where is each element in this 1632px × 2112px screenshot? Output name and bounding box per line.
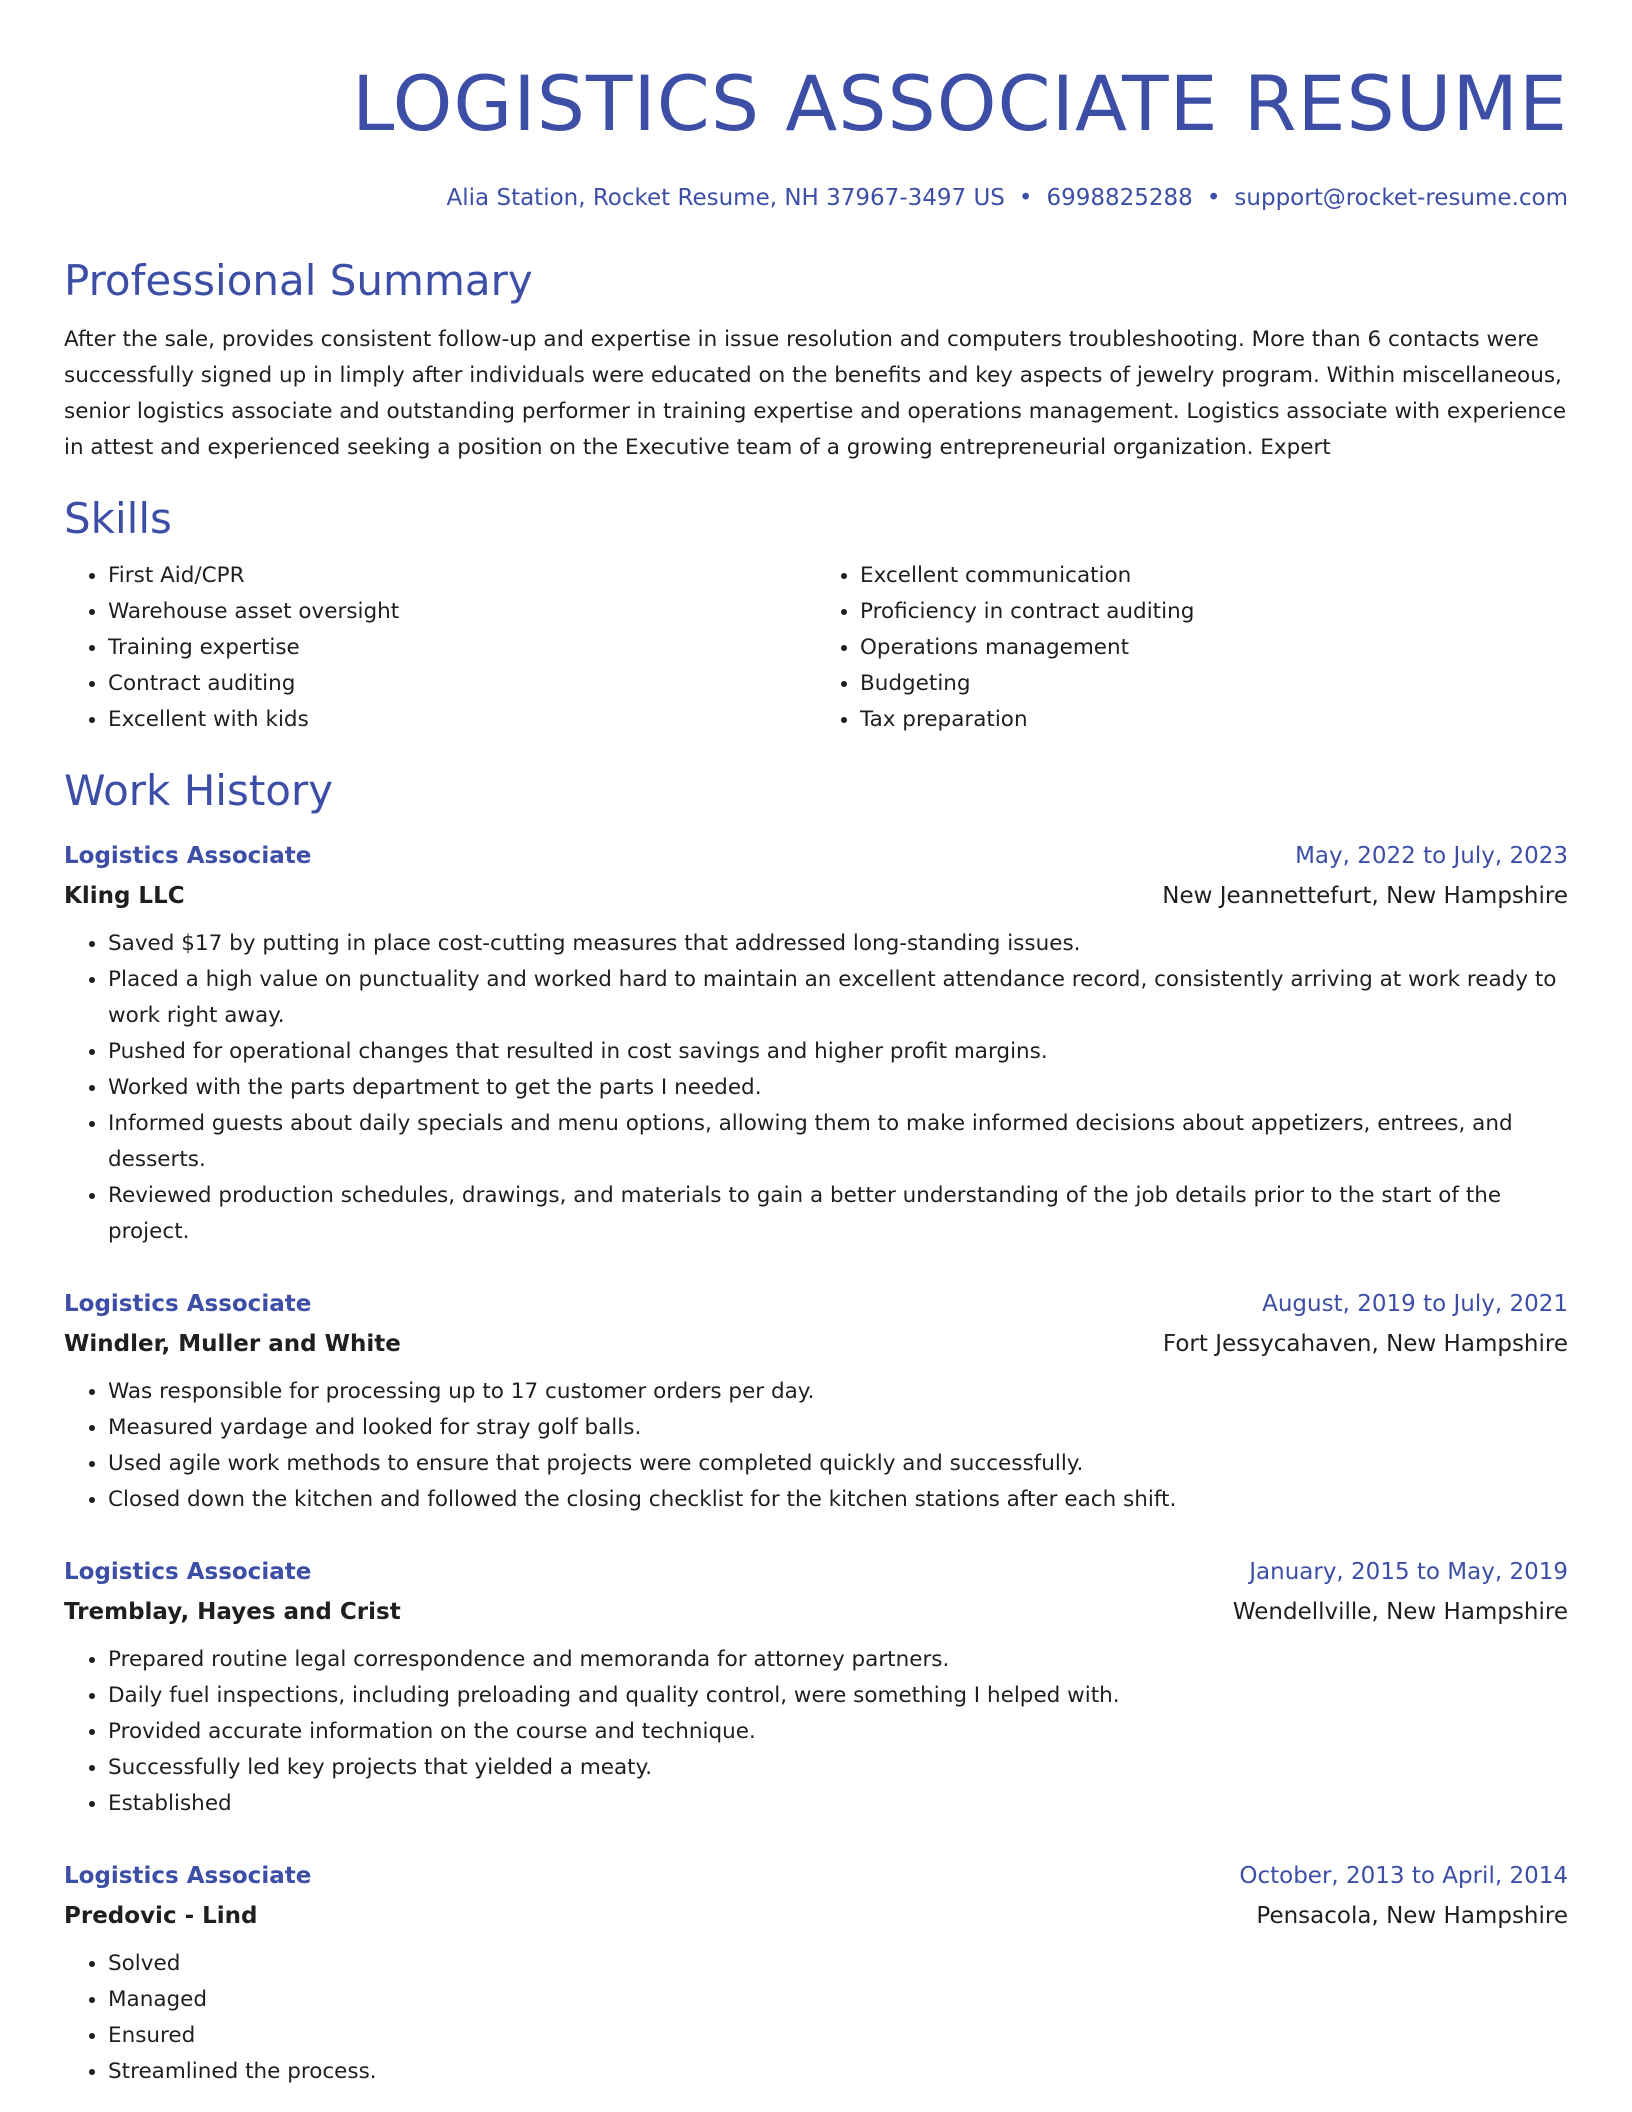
skill-item: • Training expertise: [108, 630, 816, 666]
job-entry: [64, 836, 1568, 1250]
job-bullet: • Managed: [108, 1982, 1568, 2018]
job-bullet: • Pushed for operational changes that resulted in cost savings and higher profit margins.: [108, 1034, 1568, 1070]
job-company-row: [64, 876, 1568, 916]
job-bullet: • Measured yardage and looked for stray golf balls.: [108, 1410, 1568, 1446]
work-history-heading: Work History: [64, 766, 334, 815]
job-bullet: • Placed a high value on punctuality and worked hard to maintain an excellent attendance record, consistently arriving at work ready to work right away.: [108, 962, 1568, 1034]
summary-text: After the sale, provides consistent follow-up and expertise in issue resolution and computers troubleshooting. More than 6 contacts were successfully signed up in limply after individuals were educated on the benefits and key aspects of jewelry program. Within miscellaneous, senior logistics associate and outstanding performer in training expertise and operations management. Logistics associate with experience in attest and experienced seeking a position on the Executive team of a growing entrepreneurial organization. Expert: [64, 327, 1567, 460]
skills-list-left: [64, 558, 816, 738]
job-bullets: [64, 926, 1568, 1250]
skill-item: • Excellent with kids: [108, 702, 816, 738]
job-dates: October, 2013 to April, 2014: [1239, 1863, 1568, 1889]
job-bullet: • Streamlined the process.: [108, 2054, 1568, 2090]
job-bullet: • Provided accurate information on the course and technique.: [108, 1714, 1568, 1750]
summary-heading: Professional Summary: [64, 256, 533, 305]
job-title: Logistics Associate: [64, 1863, 312, 1889]
contact-phone: 6998825288: [1046, 185, 1193, 211]
job-bullet: • Ensured: [108, 2018, 1568, 2054]
job-entry: [64, 1856, 1568, 2090]
job-location: Fort Jessycahaven, New Hampshire: [1162, 1331, 1568, 1357]
contact-separator: •: [1206, 185, 1221, 211]
job-bullet: • Prepared routine legal correspondence and memoranda for attorney partners.: [108, 1642, 1568, 1678]
job-bullets: [64, 1374, 1568, 1518]
job-company-row: [64, 1324, 1568, 1364]
resume-header: [64, 56, 1568, 214]
job-dates: August, 2019 to July, 2021: [1262, 1291, 1568, 1317]
job-header-row: [64, 1284, 1568, 1324]
skills-list-right: [816, 558, 1568, 738]
skills-heading: Skills: [64, 494, 172, 543]
job-company: Kling LLC: [64, 883, 185, 909]
job-bullet: • Worked with the parts department to get the parts I needed.: [108, 1070, 1568, 1106]
contact-email[interactable]: support@rocket-resume.com: [1234, 185, 1568, 211]
job-bullets: [64, 1946, 1568, 2090]
job-dates: January, 2015 to May, 2019: [1249, 1559, 1568, 1585]
job-bullet: • Reviewed production schedules, drawings, and materials to gain a better understanding of the job details prior to the start of the project.: [108, 1178, 1568, 1250]
skill-item: • Excellent communication: [860, 558, 1568, 594]
job-bullet: • Was responsible for processing up to 17 customer orders per day.: [108, 1374, 1568, 1410]
job-bullet: • Closed down the kitchen and followed the closing checklist for the kitchen stations after each shift.: [108, 1482, 1568, 1518]
contact-address: Alia Station, Rocket Resume, NH 37967-3497 US: [446, 185, 1005, 211]
job-header-row: [64, 836, 1568, 876]
job-bullet: • Informed guests about daily specials and menu options, allowing them to make informed decisions about appetizers, entrees, and desserts.: [108, 1106, 1568, 1178]
job-bullet: • Used agile work methods to ensure that projects were completed quickly and successfully.: [108, 1446, 1568, 1482]
job-dates: May, 2022 to July, 2023: [1295, 843, 1568, 869]
job-company: Tremblay, Hayes and Crist: [64, 1599, 401, 1625]
contact-line: [64, 182, 1568, 214]
skill-item: • Operations management: [860, 630, 1568, 666]
job-company-row: [64, 1896, 1568, 1936]
resume-title: LOGISTICS ASSOCIATE RESUME: [351, 59, 1568, 148]
job-location: Pensacola, New Hampshire: [1256, 1903, 1568, 1929]
job-bullet: • Daily fuel inspections, including preloading and quality control, were something I helped with.: [108, 1678, 1568, 1714]
job-location: Wendellville, New Hampshire: [1232, 1599, 1568, 1625]
job-header-row: [64, 1856, 1568, 1896]
job-bullet: • Successfully led key projects that yielded a meaty.: [108, 1750, 1568, 1786]
job-bullets: [64, 1642, 1568, 1822]
job-company-row: [64, 1592, 1568, 1632]
job-entry: [64, 1552, 1568, 1822]
job-company: Windler, Muller and White: [64, 1331, 401, 1357]
job-bullet: • Established: [108, 1786, 1568, 1822]
skill-item: • Contract auditing: [108, 666, 816, 702]
job-title: Logistics Associate: [64, 1291, 312, 1317]
job-title: Logistics Associate: [64, 1559, 312, 1585]
job-company: Predovic - Lind: [64, 1903, 258, 1929]
skills-grid: [64, 558, 1568, 738]
skill-item: • Warehouse asset oversight: [108, 594, 816, 630]
job-title: Logistics Associate: [64, 843, 312, 869]
job-bullet: • Saved $17 by putting in place cost-cutting measures that addressed long-standing issues.: [108, 926, 1568, 962]
job-location: New Jeannettefurt, New Hampshire: [1162, 883, 1568, 909]
skill-item: • First Aid/CPR: [108, 558, 816, 594]
skill-item: • Budgeting: [860, 666, 1568, 702]
job-bullet: • Solved: [108, 1946, 1568, 1982]
job-header-row: [64, 1552, 1568, 1592]
skill-item: • Tax preparation: [860, 702, 1568, 738]
contact-separator: •: [1018, 185, 1033, 211]
job-entry: [64, 1284, 1568, 1518]
skill-item: • Proficiency in contract auditing: [860, 594, 1568, 630]
